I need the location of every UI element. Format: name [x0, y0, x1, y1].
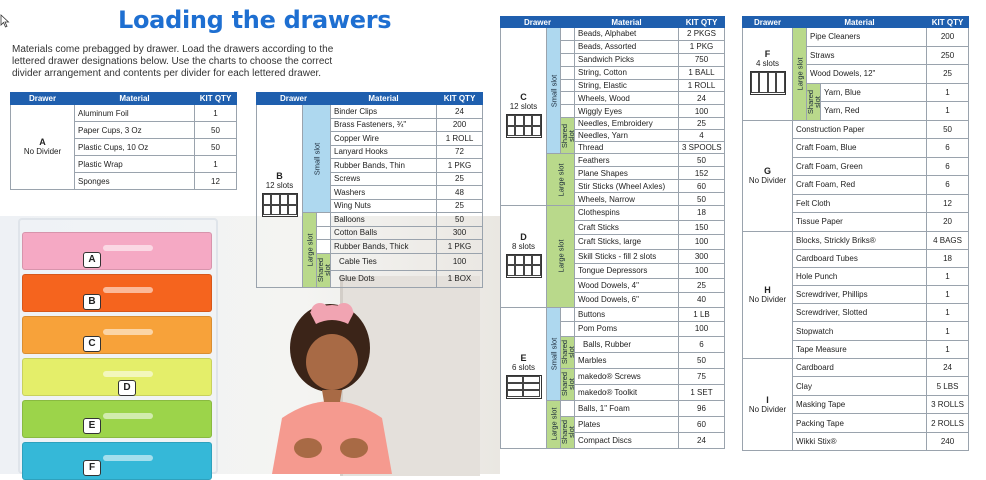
bin-e — [22, 400, 212, 438]
material-cell: makedo® Screws — [575, 368, 679, 384]
col-drawer-header: Drawer — [11, 93, 75, 105]
qty-cell: 1 — [195, 156, 237, 173]
qty-cell: 100 — [679, 322, 725, 337]
bin-label-f: F — [83, 460, 101, 476]
drawer-fghi-table — [742, 16, 969, 451]
material-cell: Binder Clips — [331, 105, 437, 119]
qty-cell: 6 — [927, 157, 969, 176]
qty-cell: 2 ROLLS — [927, 414, 969, 433]
material-cell: Marbles — [575, 352, 679, 368]
material-cell: Tissue Paper — [793, 213, 927, 232]
qty-cell: 1 ROLL — [679, 79, 725, 92]
drawer-letter: H — [764, 284, 771, 295]
material-cell: Cardboard — [793, 358, 927, 377]
divider-6-grid-icon — [506, 375, 542, 399]
drawer-f-cell — [743, 28, 793, 121]
qty-cell: 1 — [927, 286, 969, 304]
qty-cell: 25 — [679, 118, 725, 130]
material-cell: Wheels, Wood — [575, 92, 679, 105]
qty-cell: 6 — [679, 336, 725, 352]
col-qty-header: KIT QTY — [927, 17, 969, 28]
qty-cell: 6 — [927, 176, 969, 195]
material-cell: Wood Dowels, 12" — [807, 65, 927, 84]
material-cell: Straws — [807, 46, 927, 65]
qty-cell: 1 LB — [679, 307, 725, 322]
drawer-letter: C — [520, 92, 527, 103]
material-cell: Cotton Balls — [331, 226, 437, 240]
material-cell: Thread — [575, 142, 679, 154]
qty-cell: 100 — [679, 235, 725, 250]
col-material-header: Material — [331, 93, 437, 105]
material-cell: Packing Tape — [793, 414, 927, 433]
qty-cell: 1 — [927, 304, 969, 322]
qty-cell: 50 — [679, 154, 725, 167]
material-cell: Aluminum Foil — [75, 105, 195, 122]
material-cell: Yarn, Red — [821, 102, 927, 121]
qty-cell: 25 — [437, 199, 483, 213]
qty-cell: 200 — [927, 28, 969, 47]
material-cell: Needles, Yarn — [575, 130, 679, 142]
material-cell: Wikki Stix® — [793, 432, 927, 451]
material-cell: Craft Sticks — [575, 220, 679, 235]
divider-12-grid-icon — [262, 193, 298, 217]
drawer-letter: E — [520, 353, 527, 364]
large-slot-label: Large slot — [547, 400, 561, 448]
qty-cell: 1 — [927, 340, 969, 358]
material-cell: String, Cotton — [575, 66, 679, 79]
material-cell: Hole Punch — [793, 267, 927, 285]
drawer-c-cell — [501, 28, 547, 206]
material-cell: Stopwatch — [793, 322, 927, 340]
qty-cell: 50 — [195, 139, 237, 156]
shared-slot-label: Shared slot — [561, 416, 575, 448]
qty-cell: 1 SET — [679, 384, 725, 400]
qty-cell: 5 LBS — [927, 377, 969, 396]
shared-slot-label: Shared slot — [807, 83, 821, 120]
qty-cell: 25 — [679, 278, 725, 293]
qty-cell: 25 — [927, 65, 969, 84]
bin-a — [22, 232, 212, 270]
material-cell: Beads, Assorted — [575, 40, 679, 53]
qty-cell: 25 — [437, 172, 483, 186]
material-cell: Craft Foam, Green — [793, 157, 927, 176]
drawer-letter: I — [766, 394, 769, 405]
material-cell: Brass Fasteners, ¾" — [331, 118, 437, 132]
qty-cell: 50 — [437, 213, 483, 227]
material-cell: Sandwich Picks — [575, 53, 679, 66]
drawer-letter: G — [763, 165, 771, 176]
material-cell: Needles, Embroidery — [575, 118, 679, 130]
drawer-cde-table — [500, 16, 725, 449]
material-cell: Sponges — [75, 173, 195, 190]
bin-f — [22, 442, 212, 480]
drawer-desc: 12 slots — [265, 181, 294, 191]
material-cell: Plastic Cups, 10 Oz — [75, 139, 195, 156]
col-drawer-header: Drawer — [501, 17, 575, 28]
bin-d — [22, 358, 212, 396]
material-cell: Balls, Rubber — [575, 336, 679, 352]
material-cell: Plastic Wrap — [75, 156, 195, 173]
drawer-desc: 8 slots — [511, 241, 536, 251]
qty-cell: 1 PKG — [437, 159, 483, 173]
material-cell: Pom Poms — [575, 322, 679, 337]
material-cell: Craft Sticks, large — [575, 235, 679, 250]
bin-b — [22, 274, 212, 312]
col-qty-header: KIT QTY — [437, 93, 483, 105]
material-cell: String, Elastic — [575, 79, 679, 92]
col-material-header: Material — [575, 17, 679, 28]
qty-cell: 75 — [679, 368, 725, 384]
bin-label-b: B — [83, 294, 101, 310]
col-material-header: Material — [75, 93, 195, 105]
divider-8-grid-icon — [506, 254, 542, 278]
qty-cell: 1 ROLL — [437, 132, 483, 146]
material-cell: Balls, 1" Foam — [575, 400, 679, 416]
qty-cell: 72 — [437, 145, 483, 159]
drawer-desc: No Divider — [748, 404, 787, 414]
qty-cell: 1 — [927, 322, 969, 340]
qty-cell: 24 — [679, 92, 725, 105]
qty-cell: 24 — [927, 358, 969, 377]
qty-cell: 20 — [927, 213, 969, 232]
qty-cell: 240 — [927, 432, 969, 451]
material-cell: Copper Wire — [331, 132, 437, 146]
material-cell: Tape Measure — [793, 340, 927, 358]
drawer-unit — [8, 218, 213, 474]
material-cell: Rubber Bands, Thick — [331, 240, 437, 254]
shared-slot-label: Shared slot — [561, 336, 575, 368]
qty-cell: 1 BOX — [437, 270, 483, 287]
col-qty-header: KIT QTY — [195, 93, 237, 105]
col-drawer-header: Drawer — [743, 17, 793, 28]
material-cell: Beads, Alphabet — [575, 28, 679, 41]
qty-cell: 300 — [679, 249, 725, 264]
child-illustration — [262, 298, 412, 474]
drawer-desc: 12 slots — [509, 102, 538, 112]
qty-cell: 18 — [679, 206, 725, 221]
qty-cell: 24 — [437, 105, 483, 119]
material-cell: Plates — [575, 416, 679, 432]
material-cell: Balloons — [331, 213, 437, 227]
divider-12-grid-icon — [506, 114, 542, 138]
qty-cell: 24 — [679, 432, 725, 448]
qty-cell: 6 — [927, 139, 969, 158]
material-cell: Yarn, Blue — [821, 83, 927, 102]
drawer-g-cell — [743, 120, 793, 231]
large-slot-label: Large slot — [303, 213, 317, 288]
material-cell: Wing Nuts — [331, 199, 437, 213]
qty-cell: 4 — [679, 130, 725, 142]
material-cell: Wood Dowels, 6" — [575, 293, 679, 308]
qty-cell: 1 — [927, 83, 969, 102]
shared-slot-label: Shared slot — [561, 368, 575, 400]
material-cell: Wiggly Eyes — [575, 105, 679, 118]
material-cell: Wheels, Narrow — [575, 193, 679, 206]
qty-cell: 96 — [679, 400, 725, 416]
material-cell: Screwdriver, Phillips — [793, 286, 927, 304]
drawer-desc: No Divider — [748, 294, 787, 304]
qty-cell: 12 — [927, 194, 969, 213]
cursor-icon — [0, 14, 10, 28]
qty-cell: 750 — [679, 53, 725, 66]
material-cell: Buttons — [575, 307, 679, 322]
qty-cell: 4 BAGS — [927, 231, 969, 249]
col-material-header: Material — [793, 17, 927, 28]
qty-cell: 100 — [437, 253, 483, 270]
qty-cell: 1 — [927, 102, 969, 121]
qty-cell: 50 — [679, 193, 725, 206]
qty-cell: 300 — [437, 226, 483, 240]
drawer-a-table — [10, 92, 237, 190]
material-cell: Masking Tape — [793, 395, 927, 414]
qty-cell: 60 — [679, 416, 725, 432]
bin-label-a: A — [83, 252, 101, 268]
drawer-letter: A — [39, 137, 46, 147]
qty-cell: 152 — [679, 167, 725, 180]
divider-4-grid-icon — [750, 71, 786, 95]
material-cell: Stir Sticks (Wheel Axles) — [575, 180, 679, 193]
material-cell: Washers — [331, 186, 437, 200]
drawer-desc: No Divider — [23, 147, 62, 156]
material-cell: Clay — [793, 377, 927, 396]
material-cell: Blocks, Strickly Briks® — [793, 231, 927, 249]
col-drawer-header: Drawer — [257, 93, 331, 105]
material-cell: Craft Foam, Blue — [793, 139, 927, 158]
qty-cell: 150 — [679, 220, 725, 235]
material-cell: Glue Dots — [331, 270, 437, 287]
large-slot-label: Large slot — [547, 206, 575, 308]
qty-cell: 2 PKGS — [679, 28, 725, 41]
drawer-i-cell — [743, 358, 793, 451]
qty-cell: 60 — [679, 180, 725, 193]
shared-slot-label: Shared slot — [317, 253, 331, 287]
material-cell: Paper Cups, 3 Oz — [75, 122, 195, 139]
material-cell: Plane Shapes — [575, 167, 679, 180]
drawer-d-cell — [501, 206, 547, 308]
material-cell: Lanyard Hooks — [331, 145, 437, 159]
material-cell: Feathers — [575, 154, 679, 167]
small-slot-label: Small slot — [303, 105, 331, 213]
material-cell: Skill Sticks - fill 2 slots — [575, 249, 679, 264]
material-cell: Cardboard Tubes — [793, 249, 927, 267]
qty-cell: 48 — [437, 186, 483, 200]
drawer-letter: F — [764, 49, 771, 60]
shared-slot-label: Shared slot — [561, 118, 575, 154]
material-cell: Cable Ties — [331, 253, 437, 270]
page-title: Loading the drawers — [118, 6, 392, 34]
qty-cell: 200 — [437, 118, 483, 132]
material-cell: Construction Paper — [793, 120, 927, 139]
material-cell: Screws — [331, 172, 437, 186]
drawer-h-cell — [743, 231, 793, 358]
qty-cell: 1 PKG — [679, 40, 725, 53]
qty-cell: 18 — [927, 249, 969, 267]
material-cell: Screwdriver, Slotted — [793, 304, 927, 322]
material-cell: Felt Cloth — [793, 194, 927, 213]
qty-cell: 50 — [927, 120, 969, 139]
bin-c — [22, 316, 212, 354]
large-slot-label: Large slot — [547, 154, 575, 206]
material-cell: Compact Discs — [575, 432, 679, 448]
material-cell: Tongue Depressors — [575, 264, 679, 279]
small-slot-label: Small slot — [547, 28, 561, 154]
qty-cell: 250 — [927, 46, 969, 65]
drawer-desc: 4 slots — [755, 59, 780, 69]
drawer-letter: D — [520, 231, 527, 242]
drawer-b-table — [256, 92, 483, 288]
material-cell: makedo® Toolkit — [575, 384, 679, 400]
qty-cell: 3 ROLLS — [927, 395, 969, 414]
qty-cell: 100 — [679, 105, 725, 118]
small-slot-label: Small slot — [547, 307, 561, 400]
material-cell: Craft Foam, Red — [793, 176, 927, 195]
qty-cell: 1 BALL — [679, 66, 725, 79]
bin-label-d: D — [118, 380, 136, 396]
qty-cell: 1 — [927, 267, 969, 285]
intro-text: Materials come prebagged by drawer. Load the drawers according to the lettered drawer designations below. Use the charts to choose the correct divider arrangement and contents per divider for each lettered drawer. — [12, 44, 334, 79]
drawer-a-cell — [11, 105, 75, 190]
drawer-desc: No Divider — [748, 175, 787, 185]
drawer-e-cell — [501, 307, 547, 448]
qty-cell: 3 SPOOLS — [679, 142, 725, 154]
qty-cell: 50 — [195, 122, 237, 139]
col-qty-header: KIT QTY — [679, 17, 725, 28]
drawer-b-cell — [257, 105, 303, 288]
drawer-letter: B — [276, 171, 283, 182]
qty-cell: 100 — [679, 264, 725, 279]
material-cell: Rubber Bands, Thin — [331, 159, 437, 173]
large-slot-label: Large slot — [793, 28, 807, 121]
material-cell: Pipe Cleaners — [807, 28, 927, 47]
qty-cell: 50 — [679, 352, 725, 368]
bin-label-e: E — [83, 418, 101, 434]
drawer-desc: 6 slots — [511, 363, 536, 373]
bin-label-c: C — [83, 336, 101, 352]
material-cell: Wood Dowels, 4" — [575, 278, 679, 293]
material-cell: Clothespins — [575, 206, 679, 221]
qty-cell: 1 — [195, 105, 237, 122]
qty-cell: 40 — [679, 293, 725, 308]
qty-cell: 1 PKG — [437, 240, 483, 254]
qty-cell: 12 — [195, 173, 237, 190]
